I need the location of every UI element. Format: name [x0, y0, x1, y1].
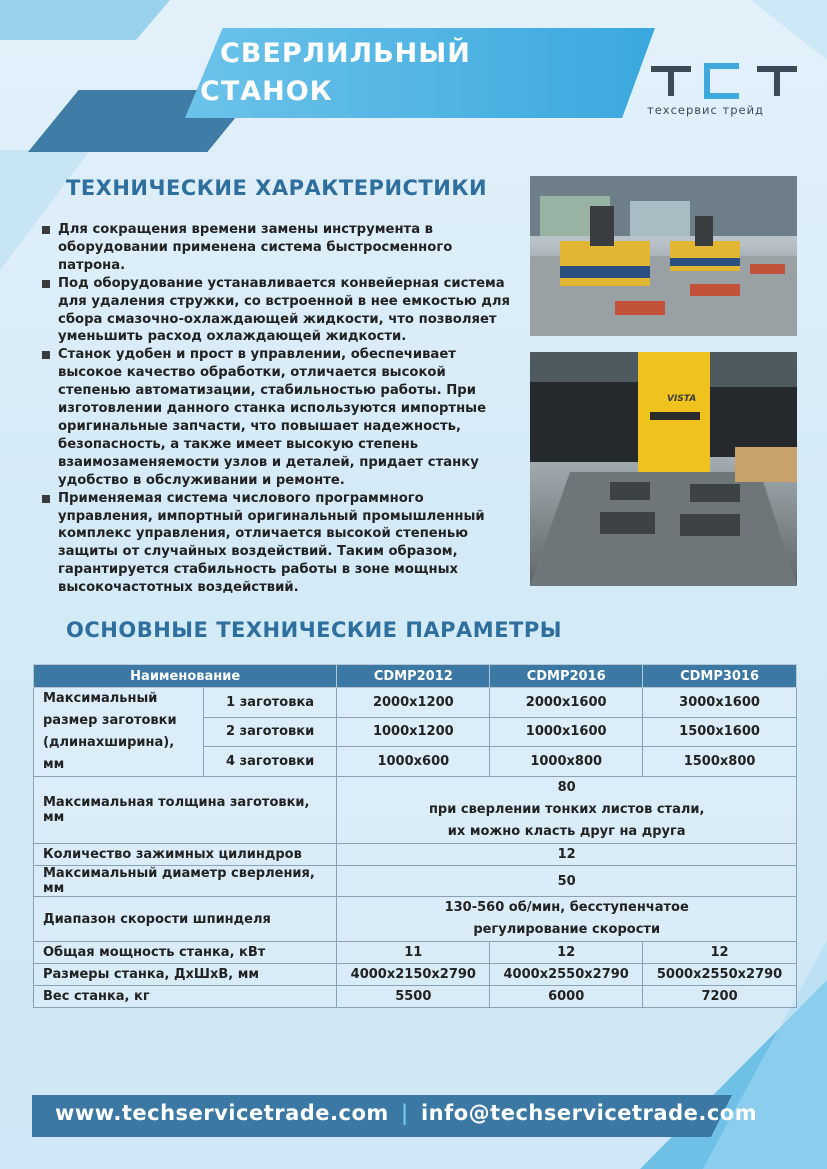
machine-photo-factory: [530, 176, 797, 336]
machine-photo-closeup: [530, 352, 797, 586]
size-label-cell: [34, 688, 204, 777]
table-cell: 1000x1200: [337, 717, 490, 747]
size-label-line: размер заготовки: [43, 713, 177, 728]
spindle-line: 130-560 об/мин, бесступенчатое: [444, 900, 689, 915]
table-cell: 11: [337, 942, 490, 964]
table-cell: 1000x800: [490, 747, 643, 777]
table-cell: 4000x2150x2790: [337, 964, 490, 986]
table-cell: 6000: [490, 986, 643, 1008]
size-row-label: 4 заготовки: [203, 747, 337, 777]
table-cell: 5500: [337, 986, 490, 1008]
website-link[interactable]: www.techservicetrade.com: [55, 1101, 389, 1125]
title-line-1: СВЕРЛИЛЬНЫЙ: [220, 38, 471, 69]
footer-contacts: [55, 1101, 757, 1125]
table-row: [34, 964, 797, 986]
drill-diameter-value: 50: [337, 866, 797, 897]
table-cell: 1000x600: [337, 747, 490, 777]
logo-text: TCT: [647, 60, 649, 61]
table-row: [34, 942, 797, 964]
specs-bullet: Под оборудование устанавливается конвейерная система для удаления стружки, со встроенной в нее емкостью для сбора смазочно-охлаждающей жидкости, что позволяет уменьшить расход охлаждающей жидкости.: [40, 275, 520, 347]
specs-bullet: Для сокращения времени замены инструмента в оборудовании применена система быстросменного патрона.: [40, 221, 520, 275]
machine-brand-label: VISTA: [667, 394, 697, 404]
specs-bullet: Применяемая система числового программного управления, импортный оригинальный промышленный комплекс управления, отличается высокой степенью защиты от случайных воздействий. Таким образом, гарантируется стабильность работы в зоне мощных высокочастотных воздействий.: [40, 490, 520, 597]
size-row-label: 2 заготовки: [203, 717, 337, 747]
table-cell: 3000x1600: [643, 688, 797, 718]
table-row: [34, 844, 797, 866]
spindle-label: Диапазон скорости шпинделя: [34, 897, 337, 942]
table-header-row: [34, 665, 797, 688]
cylinders-value: 12: [337, 844, 797, 866]
thickness-line: при сверлении тонких листов стали,: [428, 802, 705, 817]
thickness-label: Максимальная толщина заготовки, мм: [34, 777, 337, 844]
col-header-model: CDMP2016: [490, 665, 643, 688]
table-cell: 4000x2550x2790: [490, 964, 643, 986]
size-row-label: 1 заготовка: [203, 688, 337, 718]
header-decor-strip: [0, 0, 170, 40]
size-label-line: (длинаxширина), мм: [43, 735, 175, 772]
specs-heading: ТЕХНИЧЕСКИЕ ХАРАКТЕРИСТИКИ: [66, 176, 488, 200]
table-row: [34, 866, 797, 897]
dimensions-label: Размеры станка, ДхШхВ, мм: [34, 964, 337, 986]
spindle-line: регулирование скорости: [473, 922, 661, 937]
table-row: [34, 986, 797, 1008]
params-heading: ОСНОВНЫЕ ТЕХНИЧЕСКИЕ ПАРАМЕТРЫ: [66, 618, 563, 642]
table-cell: 12: [490, 942, 643, 964]
table-row: [34, 897, 797, 942]
table-cell: 5000x2550x2790: [643, 964, 797, 986]
table-cell: 2000x1200: [337, 688, 490, 718]
table-cell: 1500x800: [643, 747, 797, 777]
size-label-line: Максимальный: [43, 691, 158, 706]
specs-bullet: Станок удобен и прост в управлении, обеспечивает высокое качество обработки, отличается высокой степенью автоматизации, стабильностью работы. При изготовлении данного станка используются импортные оригинальные запчасти, что повышает надежность, безопасность, а также имеет высокую степень взаимозаменяемости узлов и деталей, придает станку удобство в обслуживании и ремонте.: [40, 346, 520, 489]
params-table: [33, 664, 797, 1008]
table-cell: 12: [643, 942, 797, 964]
cylinders-label: Количество зажимных цилиндров: [34, 844, 337, 866]
email-link[interactable]: info@techservicetrade.com: [420, 1101, 758, 1125]
power-label: Общая мощность станка, кВт: [34, 942, 337, 964]
col-header-model: CDMP2012: [337, 665, 490, 688]
table-row: [34, 777, 797, 844]
table-cell: 2000x1600: [490, 688, 643, 718]
col-header-name: Наименование: [34, 665, 337, 688]
title-line-2: СТАНОК: [200, 76, 333, 107]
thickness-value: [337, 777, 797, 844]
specs-list: [40, 221, 520, 597]
logo-subtitle: техсервис трейд: [647, 103, 765, 117]
table-row: [34, 688, 797, 718]
table-cell: 7200: [643, 986, 797, 1008]
weight-label: Вес станка, кг: [34, 986, 337, 1008]
thickness-line: 80: [557, 780, 576, 795]
thickness-line: их можно класть друг на друга: [447, 824, 686, 839]
page-title: [200, 35, 471, 111]
drill-diameter-label: Максимальный диаметр сверления, мм: [34, 866, 337, 897]
footer-separator: |: [400, 1101, 409, 1125]
table-cell: 1000x1600: [490, 717, 643, 747]
table-cell: 1500x1600: [643, 717, 797, 747]
col-header-model: CDMP3016: [643, 665, 797, 688]
spindle-value: [337, 897, 797, 942]
bg-decor-right-top: [700, 0, 827, 60]
